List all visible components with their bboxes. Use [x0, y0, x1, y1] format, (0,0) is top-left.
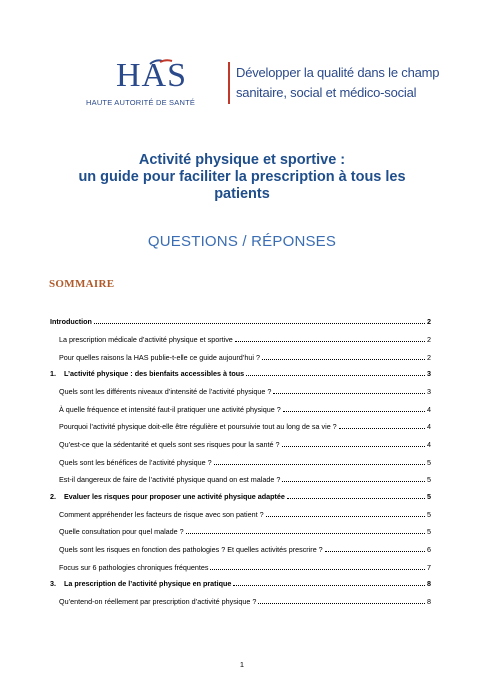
toc-entry-number: 2.	[50, 492, 56, 501]
toc-dot-leader	[339, 427, 425, 429]
toc-entry-page: 8	[427, 597, 431, 606]
toc-entry-text: Quels sont les bénéfices de l’activité physique ?	[59, 458, 212, 467]
toc-entry[interactable]	[59, 474, 431, 486]
toc-entry-page: 5	[427, 527, 431, 536]
toc-entry[interactable]	[59, 544, 431, 556]
toc-dot-leader	[266, 515, 425, 517]
toc-entry-page: 5	[427, 475, 431, 484]
toc-entry-number: 1.	[50, 369, 56, 378]
sommaire-heading: SOMMAIRE	[49, 278, 115, 290]
toc-entry[interactable]	[59, 439, 431, 451]
toc-entry-text: Introduction	[50, 317, 92, 326]
toc-entry-text: Est-il dangereux de faire de l’activité physique quand on est malade ?	[59, 475, 281, 484]
toc-dot-leader	[210, 568, 425, 570]
toc-entry-text: Quelle consultation pour quel malade ?	[59, 527, 184, 536]
toc-entry-page: 5	[427, 492, 431, 501]
toc-entry[interactable]	[50, 316, 431, 328]
toc-entry-page: 3	[427, 387, 431, 396]
logo-subtitle: HAUTE AUTORITÉ DE SANTÉ	[86, 98, 196, 107]
toc-entry-text: Qu’entend-on réellement par prescription d’activité physique ?	[59, 597, 257, 606]
toc-entry[interactable]	[50, 578, 431, 590]
toc-entry-text: À quelle fréquence et intensité faut-il pratiquer une activité physique ?	[59, 405, 281, 414]
page-number: 1	[239, 660, 245, 669]
tagline-line-1: Développer la qualité dans le champ	[236, 65, 440, 80]
title-line-1: Activité physique et sportive :	[138, 152, 346, 168]
toc-entry-page: 2	[427, 335, 431, 344]
toc-entry[interactable]	[59, 404, 431, 416]
toc-dot-leader	[282, 480, 425, 482]
toc-entry[interactable]	[59, 352, 431, 364]
toc-entry[interactable]	[59, 509, 431, 521]
toc-dot-leader	[283, 410, 425, 412]
title-line-2: un guide pour faciliter la prescription à tous les	[78, 169, 406, 185]
toc-dot-leader	[287, 497, 425, 499]
toc-entry-page: 7	[427, 563, 431, 572]
toc-entry[interactable]	[59, 386, 431, 398]
toc-entry-page: 2	[427, 353, 431, 362]
toc-entry[interactable]	[50, 368, 431, 380]
toc-dot-leader	[273, 392, 425, 394]
toc-entry[interactable]	[59, 421, 431, 433]
toc-entry-text: Comment appréhender les facteurs de risque avec son patient ?	[59, 510, 264, 519]
toc-dot-leader	[282, 445, 425, 447]
toc-entry-text: Qu’est-ce que la sédentarité et quels sont ses risques pour la santé ?	[59, 440, 280, 449]
tagline-line-2: sanitaire, social et médico-social	[236, 85, 417, 100]
logo-letters: HAS	[116, 57, 188, 94]
toc-entry-text: La prescription médicale d’activité physique et sportive	[59, 335, 233, 344]
toc-entry[interactable]	[59, 457, 431, 469]
toc-dot-leader	[94, 322, 425, 324]
toc-dot-leader	[262, 358, 425, 360]
toc-dot-leader	[258, 602, 425, 604]
document-title	[40, 152, 444, 203]
toc-entry-text: Focus sur 6 pathologies chroniques fréquentes	[59, 563, 209, 572]
toc-dot-leader	[186, 532, 425, 534]
toc-entry-page: 4	[427, 422, 431, 431]
toc-entry-text: Pour quelles raisons la HAS publie-t-elle ce guide aujourd’hui ?	[59, 353, 260, 362]
toc-entry-page: 4	[427, 405, 431, 414]
toc-dot-leader	[325, 550, 425, 552]
toc-dot-leader	[235, 340, 425, 342]
toc-entry-text: Pourquoi l’activité physique doit-elle être régulière et poursuivie tout au long de sa vie ?	[59, 422, 337, 431]
toc-entry-number: 3.	[50, 579, 56, 588]
toc-entry-text: Quels sont les différents niveaux d’intensité de l’activité physique ?	[59, 387, 272, 396]
toc-dot-leader	[214, 463, 425, 465]
toc-entry[interactable]	[59, 526, 431, 538]
has-logo	[86, 58, 216, 110]
toc-dot-leader	[246, 374, 425, 376]
toc-entry-text: Evaluer les risques pour proposer une activité physique adaptée	[64, 492, 285, 501]
toc-entry[interactable]	[50, 491, 431, 503]
header-tagline	[236, 63, 476, 103]
toc-entry[interactable]	[59, 562, 431, 574]
toc-entry-page: 6	[427, 545, 431, 554]
toc-entry-text: Quels sont les risques en fonction des pathologies ? Et quelles activités prescrire ?	[59, 545, 323, 554]
toc-entry[interactable]	[59, 596, 431, 608]
toc-entry-page: 5	[427, 458, 431, 467]
toc-entry-page: 5	[427, 510, 431, 519]
header-divider	[228, 62, 230, 104]
toc-entry[interactable]	[59, 334, 431, 346]
toc-entry-page: 4	[427, 440, 431, 449]
title-line-3: patients	[214, 186, 270, 202]
toc-entry-text: L’activité physique : des bienfaits accessibles à tous	[64, 369, 245, 378]
toc-dot-leader	[233, 584, 425, 586]
toc-entry-text: La prescription de l’activité physique en pratique	[64, 579, 232, 588]
toc-entry-page: 2	[427, 317, 431, 326]
document-subtitle: QUESTIONS / RÉPONSES	[147, 233, 337, 250]
toc-entry-page: 8	[427, 579, 431, 588]
toc-entry-page: 3	[427, 369, 431, 378]
